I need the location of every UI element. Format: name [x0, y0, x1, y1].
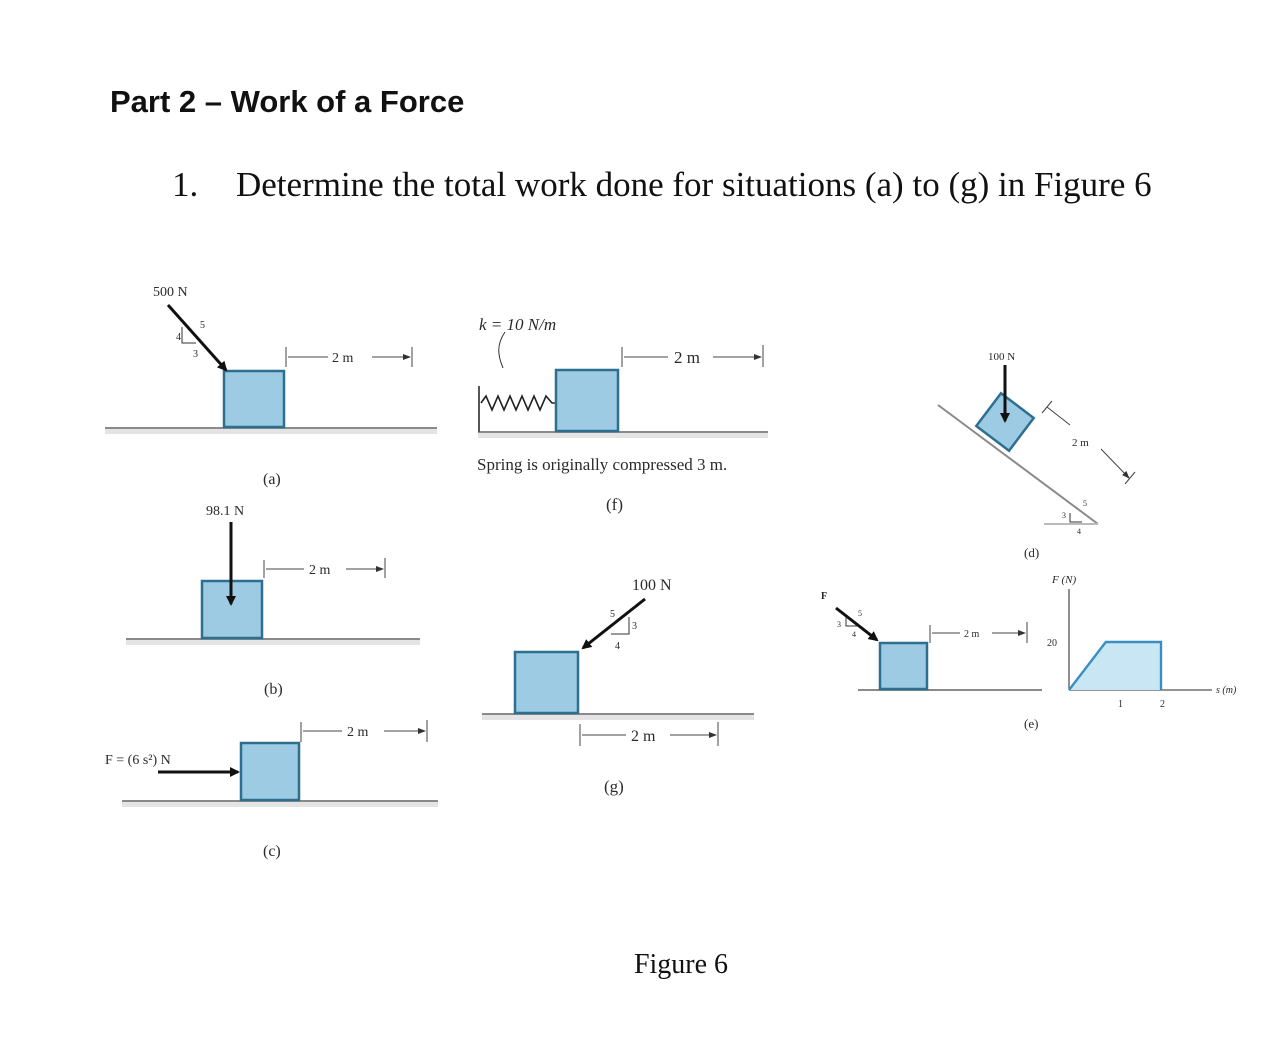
block-c: [241, 743, 299, 800]
label-f: (f): [606, 495, 623, 514]
slope-triangle-d: [1070, 513, 1082, 522]
diagram-d: [938, 351, 1135, 560]
distance-d: 2 m: [1072, 437, 1089, 449]
distance-b: 2 m: [309, 563, 331, 578]
graph-y-label: F (N): [1052, 574, 1077, 586]
question-text: Determine the total work done for situations (a) to (g) in Figure 6: [236, 165, 1152, 204]
slope-run-g: 4: [615, 641, 620, 652]
spring-constant-f: k = 10 N/m: [479, 315, 557, 334]
distance-f: 2 m: [674, 348, 700, 367]
force-arrow-e: [836, 608, 877, 640]
graph-y-tick-20: 20: [1047, 638, 1057, 649]
force-label-b: 98.1 N: [206, 504, 245, 519]
slope-hyp-d: 5: [1083, 499, 1087, 508]
slope-hyp-g: 5: [610, 609, 615, 620]
diagram-b: [126, 504, 420, 698]
diagram-a: [105, 285, 437, 488]
slope-run-a: 3: [193, 349, 198, 360]
force-displacement-graph: [1047, 574, 1237, 710]
distance-e: 2 m: [964, 629, 980, 640]
graph-x-tick-1: 1: [1118, 699, 1123, 710]
figure-caption: Figure 6: [633, 949, 729, 980]
slope-rise-a: 4: [176, 332, 181, 343]
block-f: [556, 370, 618, 431]
force-label-e: F: [821, 591, 828, 602]
slope-hyp-e: 5: [858, 609, 862, 618]
slope-hyp-a: 5: [200, 320, 205, 331]
label-g: (g): [604, 777, 624, 796]
label-e: (e): [1024, 716, 1039, 731]
label-b: (b): [264, 681, 283, 698]
force-label-a: 500 N: [153, 285, 188, 300]
slope-run-e: 4: [852, 630, 856, 639]
slope-rise-g: 3: [632, 621, 637, 632]
force-label-g: 100 N: [632, 577, 672, 594]
slope-rise-e: 3: [837, 620, 841, 629]
graph-x-label: s (m): [1216, 685, 1237, 696]
diagram-f: [477, 315, 768, 514]
section-heading: Part 2 – Work of a Force: [110, 84, 465, 119]
question-number: 1.: [172, 165, 199, 204]
slope-rise-d: 3: [1062, 511, 1066, 520]
block-g: [515, 652, 578, 713]
spring-note-f: Spring is originally compressed 3 m.: [477, 455, 728, 474]
diagram-c: [105, 720, 438, 860]
force-label-d: 100 N: [988, 351, 1016, 363]
label-d: (d): [1024, 545, 1040, 560]
label-a: (a): [263, 471, 281, 488]
label-c: (c): [263, 843, 281, 860]
distance-c: 2 m: [347, 725, 369, 740]
spring-f: [481, 396, 556, 410]
slope-run-d: 4: [1077, 527, 1081, 536]
graph-area: [1069, 642, 1161, 690]
distance-a: 2 m: [332, 351, 354, 366]
graph-x-tick-2: 2: [1160, 699, 1165, 710]
distance-g: 2 m: [631, 728, 656, 745]
force-label-c: F = (6 s²) N: [105, 753, 171, 768]
diagram-e: [821, 591, 1042, 731]
block-a: [224, 371, 284, 427]
diagram-g: [482, 577, 754, 796]
block-e: [880, 643, 927, 689]
spring-leader-f: [499, 332, 505, 368]
